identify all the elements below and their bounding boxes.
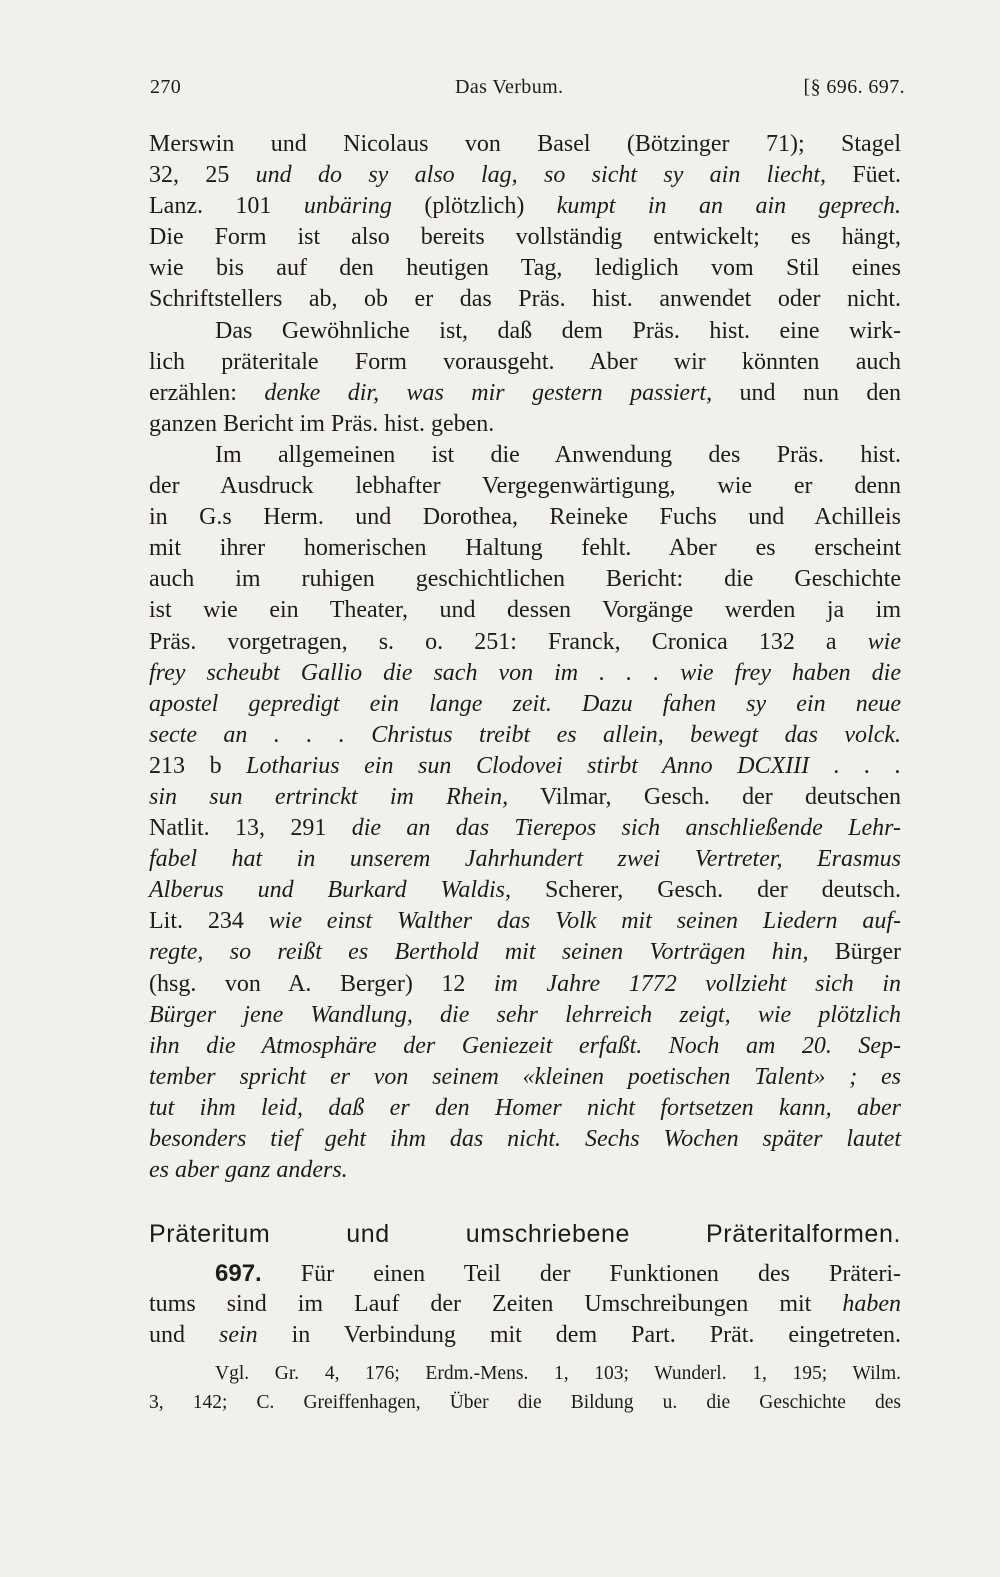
text-line: tut ihm leid, daß er den Homer nicht fortsetzen kann, aber	[149, 1094, 901, 1121]
text-line: Alberus und Burkard Waldis, Scherer, Gesch. der deutsch.	[149, 877, 901, 904]
text-line: es aber ganz anders.	[149, 1157, 348, 1184]
text-line: Im allgemeinen ist die Anwendung des Präs. hist.	[215, 441, 901, 468]
text-line: secte an . . . Christus treibt es allein, bewegt das volck.	[149, 721, 901, 748]
text-line: ist wie ein Theater, und dessen Vorgänge werden ja im	[149, 597, 901, 624]
text-line: lich präteritale Form vorausgeht. Aber wir könnten auch	[149, 348, 901, 375]
text-line: tums sind im Lauf der Zeiten Umschreibungen mit haben	[149, 1291, 901, 1318]
text-line: Natlit. 13, 291 die an das Tierepos sich anschließende Lehr-	[149, 815, 901, 842]
text-line: mit ihrer homerischen Haltung fehlt. Aber es erscheint	[149, 535, 901, 562]
text-line: ganzen Bericht im Präs. hist. geben.	[149, 410, 495, 437]
text-line: (hsg. von A. Berger) 12 im Jahre 1772 vollzieht sich in	[149, 970, 901, 997]
text-line: wie bis auf den heutigen Tag, lediglich vom Stil eines	[149, 255, 901, 282]
text-line: besonders tief geht ihm das nicht. Sechs Wochen später lautet	[149, 1126, 901, 1152]
text-line: sin sun ertrinckt im Rhein, Vilmar, Gesch. der deutschen	[149, 783, 902, 810]
running-title: Das Verbum.	[455, 76, 564, 98]
text-line: ihn die Atmosphäre der Geniezeit erfaßt. Noch am 20. Sep-	[149, 1032, 901, 1059]
section-697-text	[149, 1258, 901, 1351]
note-line: 3, 142; C. Greiffenhagen, Über die Bildung u. die Geschichte des	[149, 1392, 901, 1413]
section-heading: Präteritum und umschriebene Präteritalformen.	[149, 1220, 901, 1248]
text-line: Das Gewöhnliche ist, daß dem Präs. hist. eine wirk-	[215, 317, 901, 344]
body-text	[149, 129, 901, 1186]
note-line: Vgl. Gr. 4, 176; Erdm.-Mens. 1, 103; Wunderl. 1, 195; Wilm.	[215, 1363, 901, 1384]
text-line: apostel gepredigt ein lange zeit. Dazu fahen sy ein neue	[149, 690, 901, 717]
text-line: Bürger jene Wandlung, die sehr lehrreich zeigt, wie plötzlich	[149, 1001, 901, 1028]
text-line: fabel hat in unserem Jahrhundert zwei Vertreter, Erasmus	[149, 846, 901, 873]
text-line: Lit. 234 wie einst Walther das Volk mit seinen Liedern auf-	[149, 908, 902, 935]
text-line: in G.s Herm. und Dorothea, Reineke Fuchs und Achilleis	[149, 504, 901, 531]
text-line: und sein in Verbindung mit dem Part. Prät. eingetreten.	[149, 1322, 902, 1349]
references-note	[149, 1359, 901, 1417]
text-line: Präs. vorgetragen, s. o. 251: Franck, Cronica 132 a wie	[149, 628, 901, 655]
text-line: Die Form ist also bereits vollständig entwickelt; es hängt,	[149, 224, 901, 251]
section-reference: [§ 696. 697.	[803, 76, 905, 98]
text-line: Schriftstellers ab, ob er das Präs. hist. anwendet oder nicht.	[149, 286, 901, 313]
text-line: 32, 25 und do sy also lag, so sicht sy ain liecht, Füet.	[149, 162, 902, 189]
text-line: tember spricht er von seinem «kleinen poetischen Talent» ; es	[149, 1063, 901, 1090]
page-number: 270	[150, 76, 182, 98]
text-line: erzählen: denke dir, was mir gestern passiert, und nun den	[149, 379, 902, 406]
text-line: 697. Für einen Teil der Funktionen des Präteri-	[215, 1260, 901, 1287]
text-line: Lanz. 101 unbäring (plötzlich) kumpt in an ain geprech.	[149, 193, 901, 220]
running-header	[150, 76, 905, 104]
text-line: auch im ruhigen geschichtlichen Bericht: die Geschichte	[149, 566, 901, 593]
section-number: 697.	[215, 1260, 262, 1287]
text-line: Merswin und Nicolaus von Basel (Bötzinger 71); Stagel	[149, 131, 901, 157]
text-line: frey scheubt Gallio die sach von im . . . wie frey haben die	[149, 659, 901, 686]
text-line: der Ausdruck lebhafter Vergegenwärtigung, wie er denn	[149, 473, 901, 500]
section-heading-block	[149, 1217, 901, 1251]
text-line: 213 b Lotharius ein sun Clodovei stirbt Anno DCXIII . . .	[149, 752, 901, 779]
text-line: regte, so reißt es Berthold mit seinen Vorträgen hin, Bürger	[149, 939, 901, 966]
